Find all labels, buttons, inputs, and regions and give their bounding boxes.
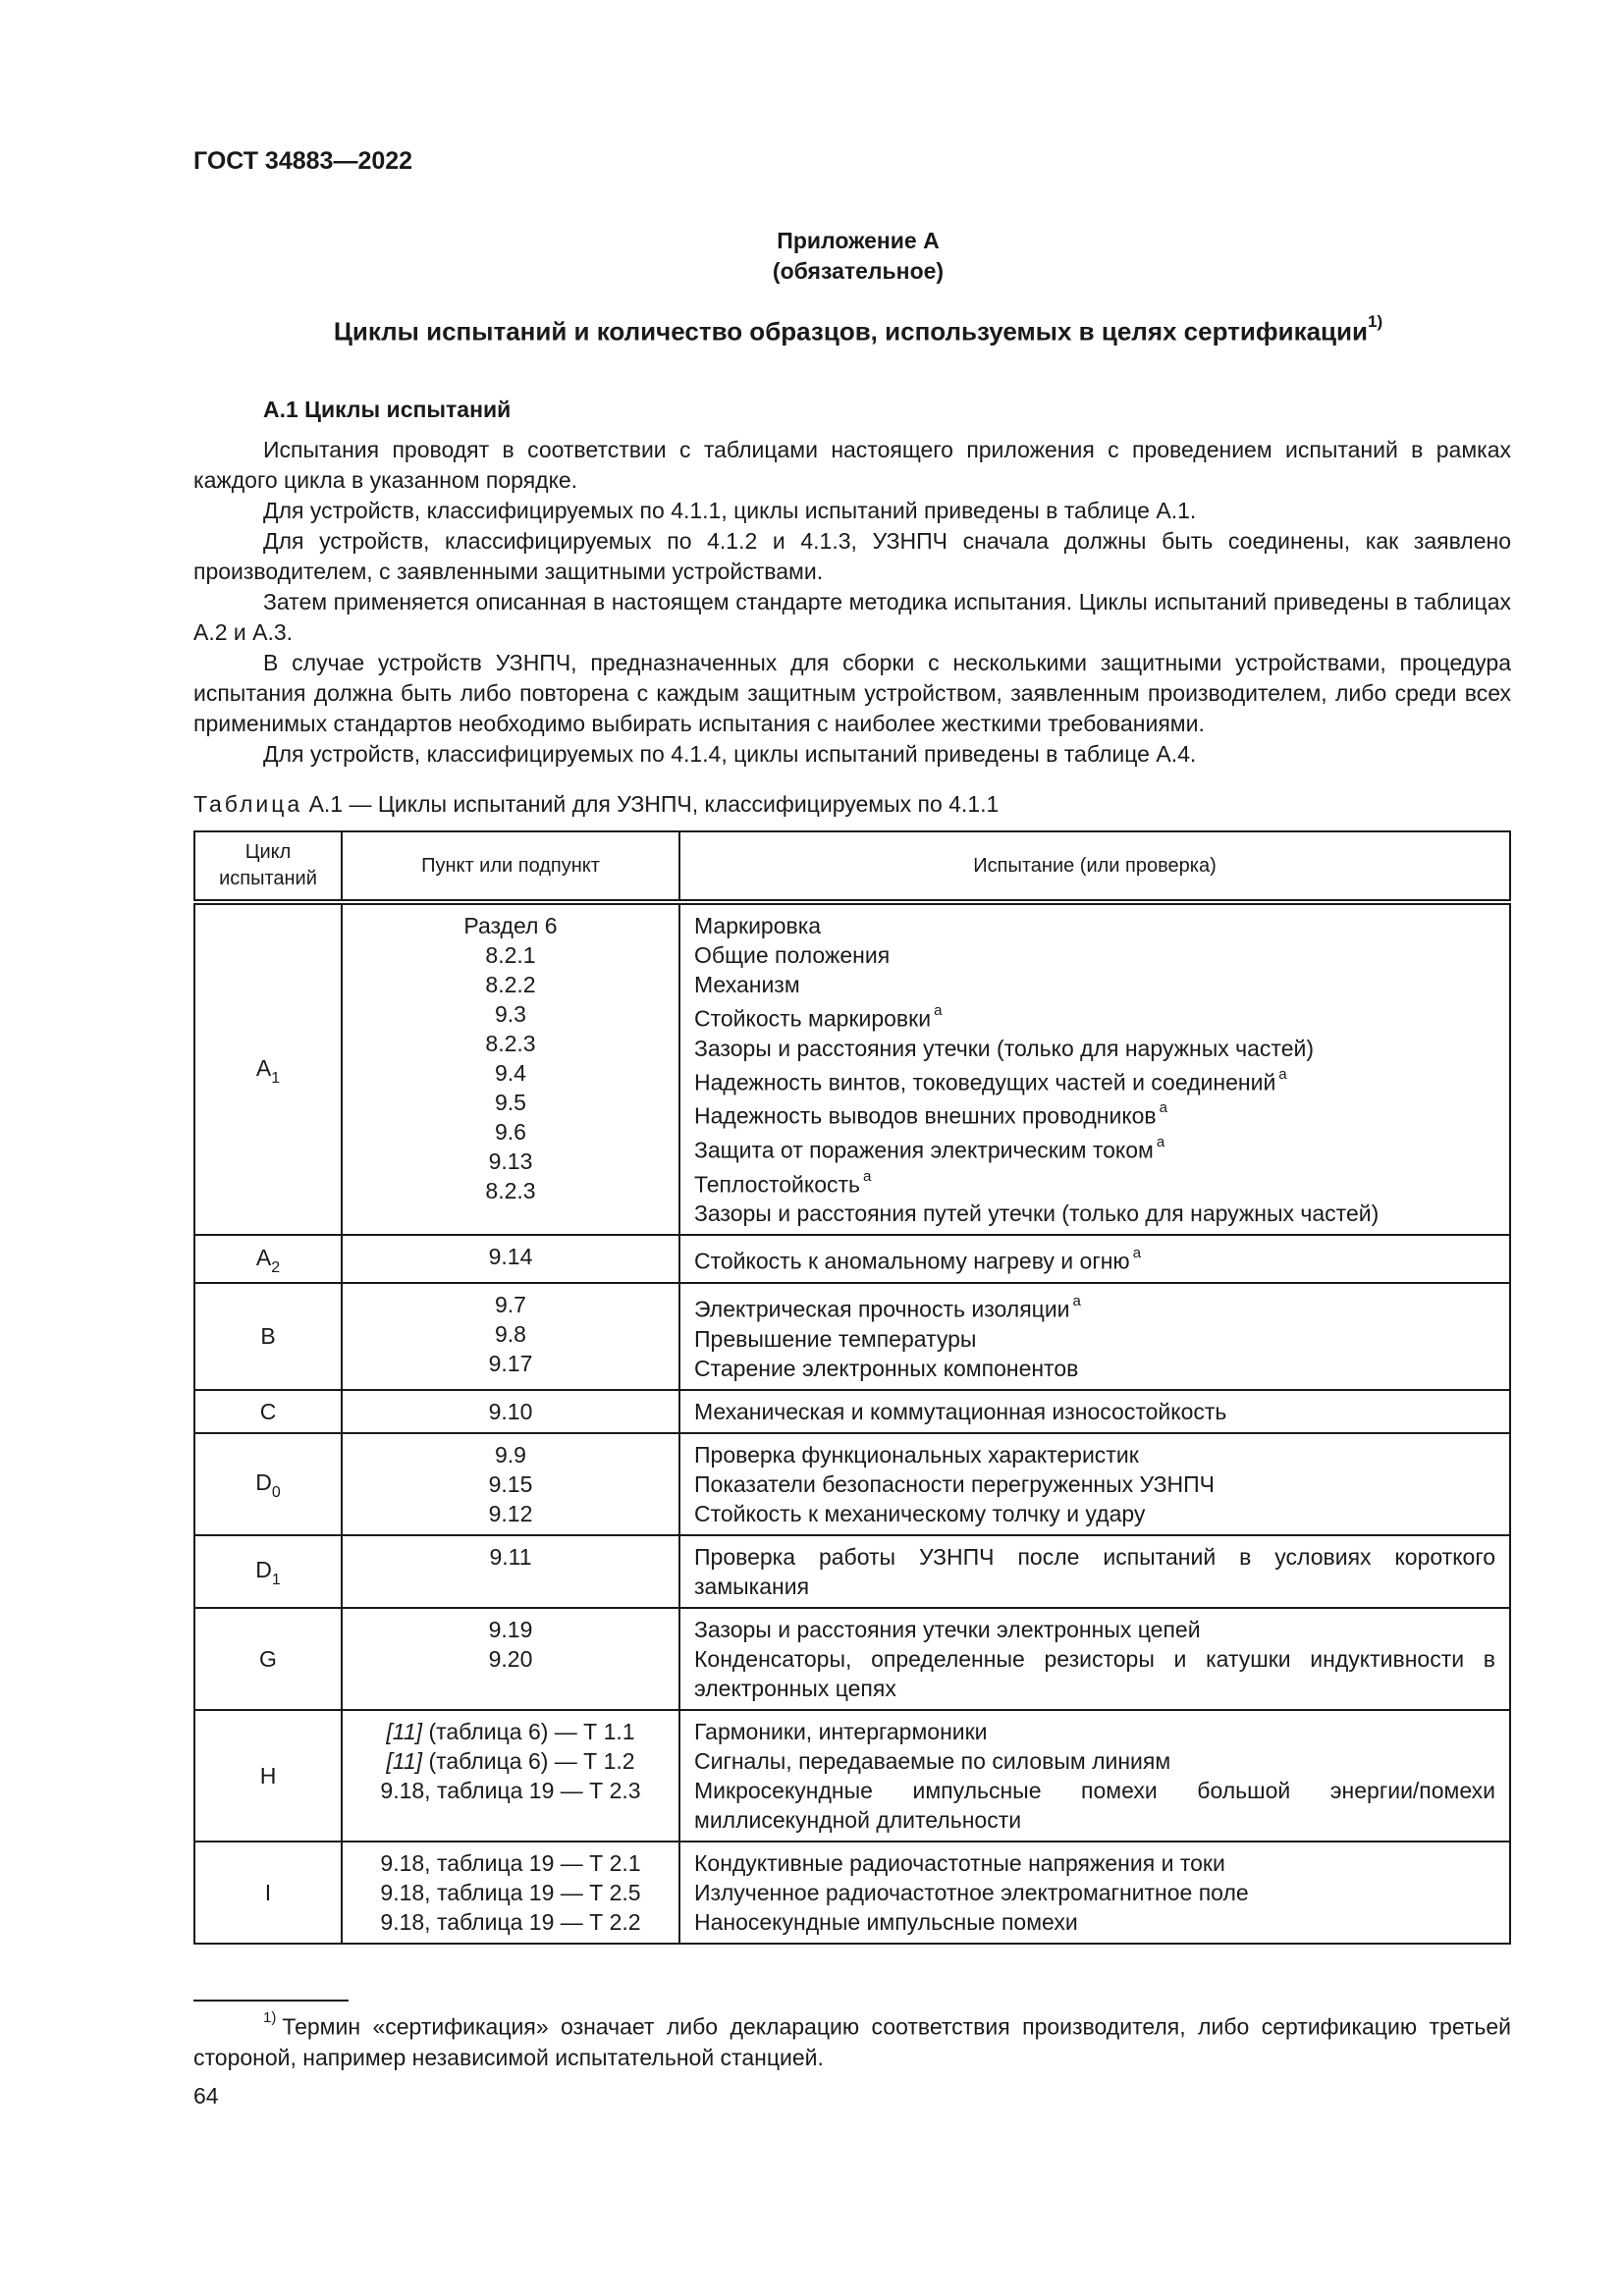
clause-cell xyxy=(342,1283,679,1390)
clause-cell xyxy=(342,1608,679,1710)
cycle-subscript: 0 xyxy=(271,1483,281,1501)
clause-ref: 8.2.3 xyxy=(485,1031,536,1056)
test-item-text: Проверка работы УЗНПЧ после испытаний в условиях короткого замыкания xyxy=(694,1543,1495,1599)
cycle-label: A xyxy=(255,1244,272,1270)
clause-ref: 9.11 xyxy=(489,1543,532,1570)
test-item xyxy=(694,1746,1495,1776)
test-item xyxy=(694,1131,1495,1165)
paragraph: В случае устройств УЗНПЧ, предназначенных для сборки с несколькими защитными устройствами, процедура испытания должна быть либо повторена с каждым защитным устройством, заявленным производителем, либо среди всех применимых стандартов необходимо выбирать испытания с наиболее жесткими требованиями. xyxy=(193,650,1511,736)
paragraph: Для устройств, классифицируемых по 4.1.2 и 4.1.3, УЗНПЧ сначала должны быть соединены, как заявлено производителем, с заявленными защитными устройствами. xyxy=(193,528,1511,584)
clause-ref: 9.18, таблица 19 — Т 2.2 xyxy=(380,1908,641,1935)
annex-title-line1: Приложение А xyxy=(777,228,940,253)
clause-cell xyxy=(342,902,679,1235)
table-caption-label: Таблица xyxy=(193,791,303,817)
cycle-label: A xyxy=(255,1054,272,1081)
cycle-cell xyxy=(194,1710,342,1842)
clause-cell xyxy=(342,1433,679,1535)
test-item xyxy=(694,1776,1495,1835)
table-note-mark: a xyxy=(863,1167,872,1185)
table-note-mark: a xyxy=(1156,1133,1165,1150)
clause-ref xyxy=(347,1746,675,1776)
clause-ref: 9.17 xyxy=(488,1350,533,1376)
bibliography-ref: [11] xyxy=(386,1718,423,1744)
test-item-text: Кондуктивные радиочастотные напряжения и токи xyxy=(694,1849,1225,1876)
test-cell xyxy=(679,1235,1510,1283)
clause-ref: 9.19 xyxy=(488,1616,533,1642)
table-row xyxy=(194,1283,1510,1390)
cycle-cell xyxy=(194,1535,342,1608)
cycle-cell xyxy=(194,1235,342,1283)
clause-ref: 9.14 xyxy=(488,1244,533,1270)
test-item-text: Общие положения xyxy=(694,942,891,968)
footnote-text: Термин «сертификация» означает либо декларацию соответствия производителя, либо сертификацию третьей стороной, например независимой испытательной станцией. xyxy=(193,2013,1511,2070)
test-item xyxy=(694,1848,1495,1878)
test-cell xyxy=(679,1535,1510,1608)
cycle-subscript: 1 xyxy=(271,1571,281,1588)
clause-ref-text: (таблица 6) — Т 1.2 xyxy=(422,1747,635,1774)
test-item xyxy=(694,999,1495,1034)
clause-ref: 8.2.1 xyxy=(485,942,536,968)
test-item-text: Сигналы, передаваемые по силовым линиям xyxy=(694,1747,1171,1774)
table-row xyxy=(194,1433,1510,1535)
test-item xyxy=(694,1290,1495,1324)
table-caption xyxy=(193,791,999,818)
footnote-divider xyxy=(193,2000,349,2002)
clause-ref xyxy=(347,1776,675,1805)
test-item xyxy=(694,1199,1495,1228)
test-item xyxy=(694,1717,1495,1746)
footnote-paragraph xyxy=(193,2006,1511,2073)
header-cycle-line1: Цикл xyxy=(244,841,292,863)
cycle-label: H xyxy=(259,1762,277,1789)
table-row xyxy=(194,1535,1510,1608)
section-heading: А.1 Циклы испытаний xyxy=(263,397,512,422)
clause-ref: 9.13 xyxy=(488,1148,533,1174)
test-item xyxy=(694,1615,1495,1644)
clause-ref: 8.2.3 xyxy=(485,1178,536,1203)
cycle-subscript: 2 xyxy=(271,1258,281,1276)
cycle-label: I xyxy=(264,1879,272,1905)
test-item xyxy=(694,911,1495,940)
test-item xyxy=(694,1644,1495,1703)
annex-title xyxy=(0,226,1624,287)
test-item-text: Гармоники, интергармоники xyxy=(694,1718,988,1744)
cycle-cell xyxy=(194,1390,342,1433)
test-cell xyxy=(679,1710,1510,1842)
clause-cell xyxy=(342,1390,679,1433)
footnote xyxy=(193,2006,1511,2073)
test-item-text: Микросекундные импульсные помехи большой энергии/помехи миллисекундной длительности xyxy=(694,1777,1495,1833)
body-text xyxy=(193,435,1511,770)
test-item-text: Механизм xyxy=(694,972,800,997)
test-item-text: Зазоры и расстояния утечки электронных цепей xyxy=(694,1616,1201,1642)
table-row xyxy=(194,1842,1510,1944)
test-item xyxy=(694,1242,1495,1276)
clause-ref: 9.20 xyxy=(488,1645,533,1672)
test-item xyxy=(694,1324,1495,1354)
test-item-text: Излученное радиочастотное электромагнитное поле xyxy=(694,1879,1249,1905)
test-item-text: Наносекундные импульсные помехи xyxy=(694,1908,1078,1935)
main-title-text: Циклы испытаний и количество образцов, используемых в целях сертификации xyxy=(333,316,1368,347)
table-note-mark: a xyxy=(1132,1245,1142,1262)
cycle-subscript: 1 xyxy=(271,1069,281,1087)
cycle-label: B xyxy=(260,1323,276,1350)
clause-ref: 9.18, таблица 19 — Т 2.5 xyxy=(380,1879,641,1905)
test-item-text: Стойкость маркировки xyxy=(694,1005,932,1032)
test-cell xyxy=(679,1433,1510,1535)
test-item-text: Стойкость к механическому толчку и удару xyxy=(694,1500,1146,1526)
table-row xyxy=(194,1608,1510,1710)
test-item-text: Защита от поражения электрическим током xyxy=(694,1137,1154,1163)
test-item xyxy=(694,1440,1495,1469)
test-item xyxy=(694,1063,1495,1097)
test-item-text: Конденсаторы, определенные резисторы и катушки индуктивности в электронных цепях xyxy=(694,1645,1495,1701)
clause-ref: 9.12 xyxy=(488,1500,533,1526)
header-test: Испытание (или проверка) xyxy=(679,831,1510,902)
standard-code: ГОСТ 34883—2022 xyxy=(193,147,413,175)
test-item-text: Зазоры и расстояния утечки (только для наружных частей) xyxy=(694,1035,1314,1061)
test-cell xyxy=(679,1608,1510,1710)
test-cycles-table xyxy=(193,830,1511,1945)
test-item-text: Проверка функциональных характеристик xyxy=(694,1441,1139,1468)
cycle-cell xyxy=(194,1608,342,1710)
clause-ref-text: (таблица 6) — Т 1.1 xyxy=(422,1718,635,1744)
clause-ref: 9.5 xyxy=(495,1090,526,1115)
test-item-text: Надежность винтов, токоведущих частей и соединений xyxy=(694,1069,1276,1095)
cycle-cell xyxy=(194,1842,342,1944)
test-item xyxy=(694,940,1495,970)
test-item xyxy=(694,1096,1495,1131)
table-note-mark: a xyxy=(1278,1065,1287,1083)
test-item xyxy=(694,1907,1495,1937)
clause-cell xyxy=(342,1235,679,1283)
cycle-cell xyxy=(194,902,342,1235)
clause-ref xyxy=(347,1717,675,1746)
clause-ref: 9.3 xyxy=(495,1001,526,1027)
test-cell xyxy=(679,902,1510,1235)
test-item xyxy=(694,1878,1495,1907)
clause-ref-text: 9.18, таблица 19 — Т 2.3 xyxy=(380,1777,641,1803)
test-item-text: Показатели безопасности перегруженных УЗНПЧ xyxy=(694,1470,1215,1497)
test-item-text: Теплостойкость xyxy=(694,1171,861,1198)
clause-ref: 9.15 xyxy=(488,1470,533,1497)
test-cell xyxy=(679,1390,1510,1433)
test-cell xyxy=(679,1283,1510,1390)
table-row xyxy=(194,902,1510,1235)
test-item-text: Превышение температуры xyxy=(694,1325,977,1352)
annex-title-line2: (обязательное) xyxy=(772,258,945,284)
test-item-text: Электрическая прочность изоляции xyxy=(694,1296,1070,1322)
test-item xyxy=(694,970,1495,999)
table-body xyxy=(194,902,1510,1944)
main-title-footnote-mark: 1) xyxy=(1368,312,1383,331)
main-title xyxy=(0,312,1624,347)
header-cycle-line2: испытаний xyxy=(219,868,317,889)
cycle-cell xyxy=(194,1433,342,1535)
test-item xyxy=(694,1034,1495,1063)
cycle-cell xyxy=(194,1283,342,1390)
test-item-text: Механическая и коммутационная износостойкость xyxy=(694,1398,1227,1424)
clause-ref: 9.7 xyxy=(495,1291,526,1317)
bibliography-ref: [11] xyxy=(386,1747,423,1774)
cycle-label: D xyxy=(255,1556,272,1582)
test-item xyxy=(694,1165,1495,1200)
cycle-label: C xyxy=(259,1398,277,1424)
test-item xyxy=(694,1397,1495,1426)
table-note-mark: a xyxy=(1072,1292,1081,1309)
clause-cell xyxy=(342,1842,679,1944)
test-item xyxy=(694,1499,1495,1528)
clause-cell xyxy=(342,1535,679,1608)
table-header-row xyxy=(194,831,1510,902)
header-cycle xyxy=(194,831,342,902)
header-clause: Пункт или подпункт xyxy=(342,831,679,902)
table-note-mark: a xyxy=(934,1002,943,1019)
clause-ref: 9.8 xyxy=(495,1320,526,1347)
test-item-text: Маркировка xyxy=(694,913,822,938)
paragraph: Для устройств, классифицируемых по 4.1.1, циклы испытаний приведены в таблице А.1. xyxy=(263,498,1197,523)
clause-ref: 9.18, таблица 19 — Т 2.1 xyxy=(380,1849,641,1876)
table-row xyxy=(194,1235,1510,1283)
clause-ref: 9.9 xyxy=(495,1441,526,1468)
page-number: 64 xyxy=(193,2083,219,2109)
clause-ref: 8.2.2 xyxy=(485,972,536,997)
test-item-text: Зазоры и расстояния путей утечки (только для наружных частей) xyxy=(694,1201,1380,1227)
clause-cell xyxy=(342,1710,679,1842)
paragraph: Для устройств, классифицируемых по 4.1.4, циклы испытаний приведены в таблице А.4. xyxy=(263,741,1197,767)
table-note-mark: a xyxy=(1159,1099,1167,1117)
paragraph: Затем применяется описанная в настоящем стандарте методика испытания. Циклы испытаний приведены в таблицах А.2 и А.3. xyxy=(193,589,1511,645)
table-row xyxy=(194,1390,1510,1433)
cycle-label: D xyxy=(255,1468,272,1495)
test-item-text: Стойкость к аномальному нагреву и огню xyxy=(694,1248,1130,1274)
cycle-label: G xyxy=(259,1645,277,1672)
test-item-text: Надежность выводов внешних проводников xyxy=(694,1102,1157,1129)
clause-ref: 9.6 xyxy=(495,1119,526,1145)
test-item xyxy=(694,1542,1495,1601)
test-item xyxy=(694,1469,1495,1499)
footnote-mark: 1) xyxy=(263,2009,277,2026)
test-item xyxy=(694,1354,1495,1383)
paragraph: Испытания проводят в соответствии с таблицами настоящего приложения с проведением испытаний в рамках каждого цикла в указанном порядке. xyxy=(193,437,1511,493)
test-item-text: Старение электронных компонентов xyxy=(694,1355,1079,1381)
table-caption-text: А.1 — Циклы испытаний для УЗНПЧ, классифицируемых по 4.1.1 xyxy=(308,791,1000,817)
table-row xyxy=(194,1710,1510,1842)
test-cell xyxy=(679,1842,1510,1944)
clause-ref: Раздел 6 xyxy=(463,913,558,938)
clause-ref: 9.4 xyxy=(495,1060,526,1086)
clause-ref: 9.10 xyxy=(488,1398,533,1424)
